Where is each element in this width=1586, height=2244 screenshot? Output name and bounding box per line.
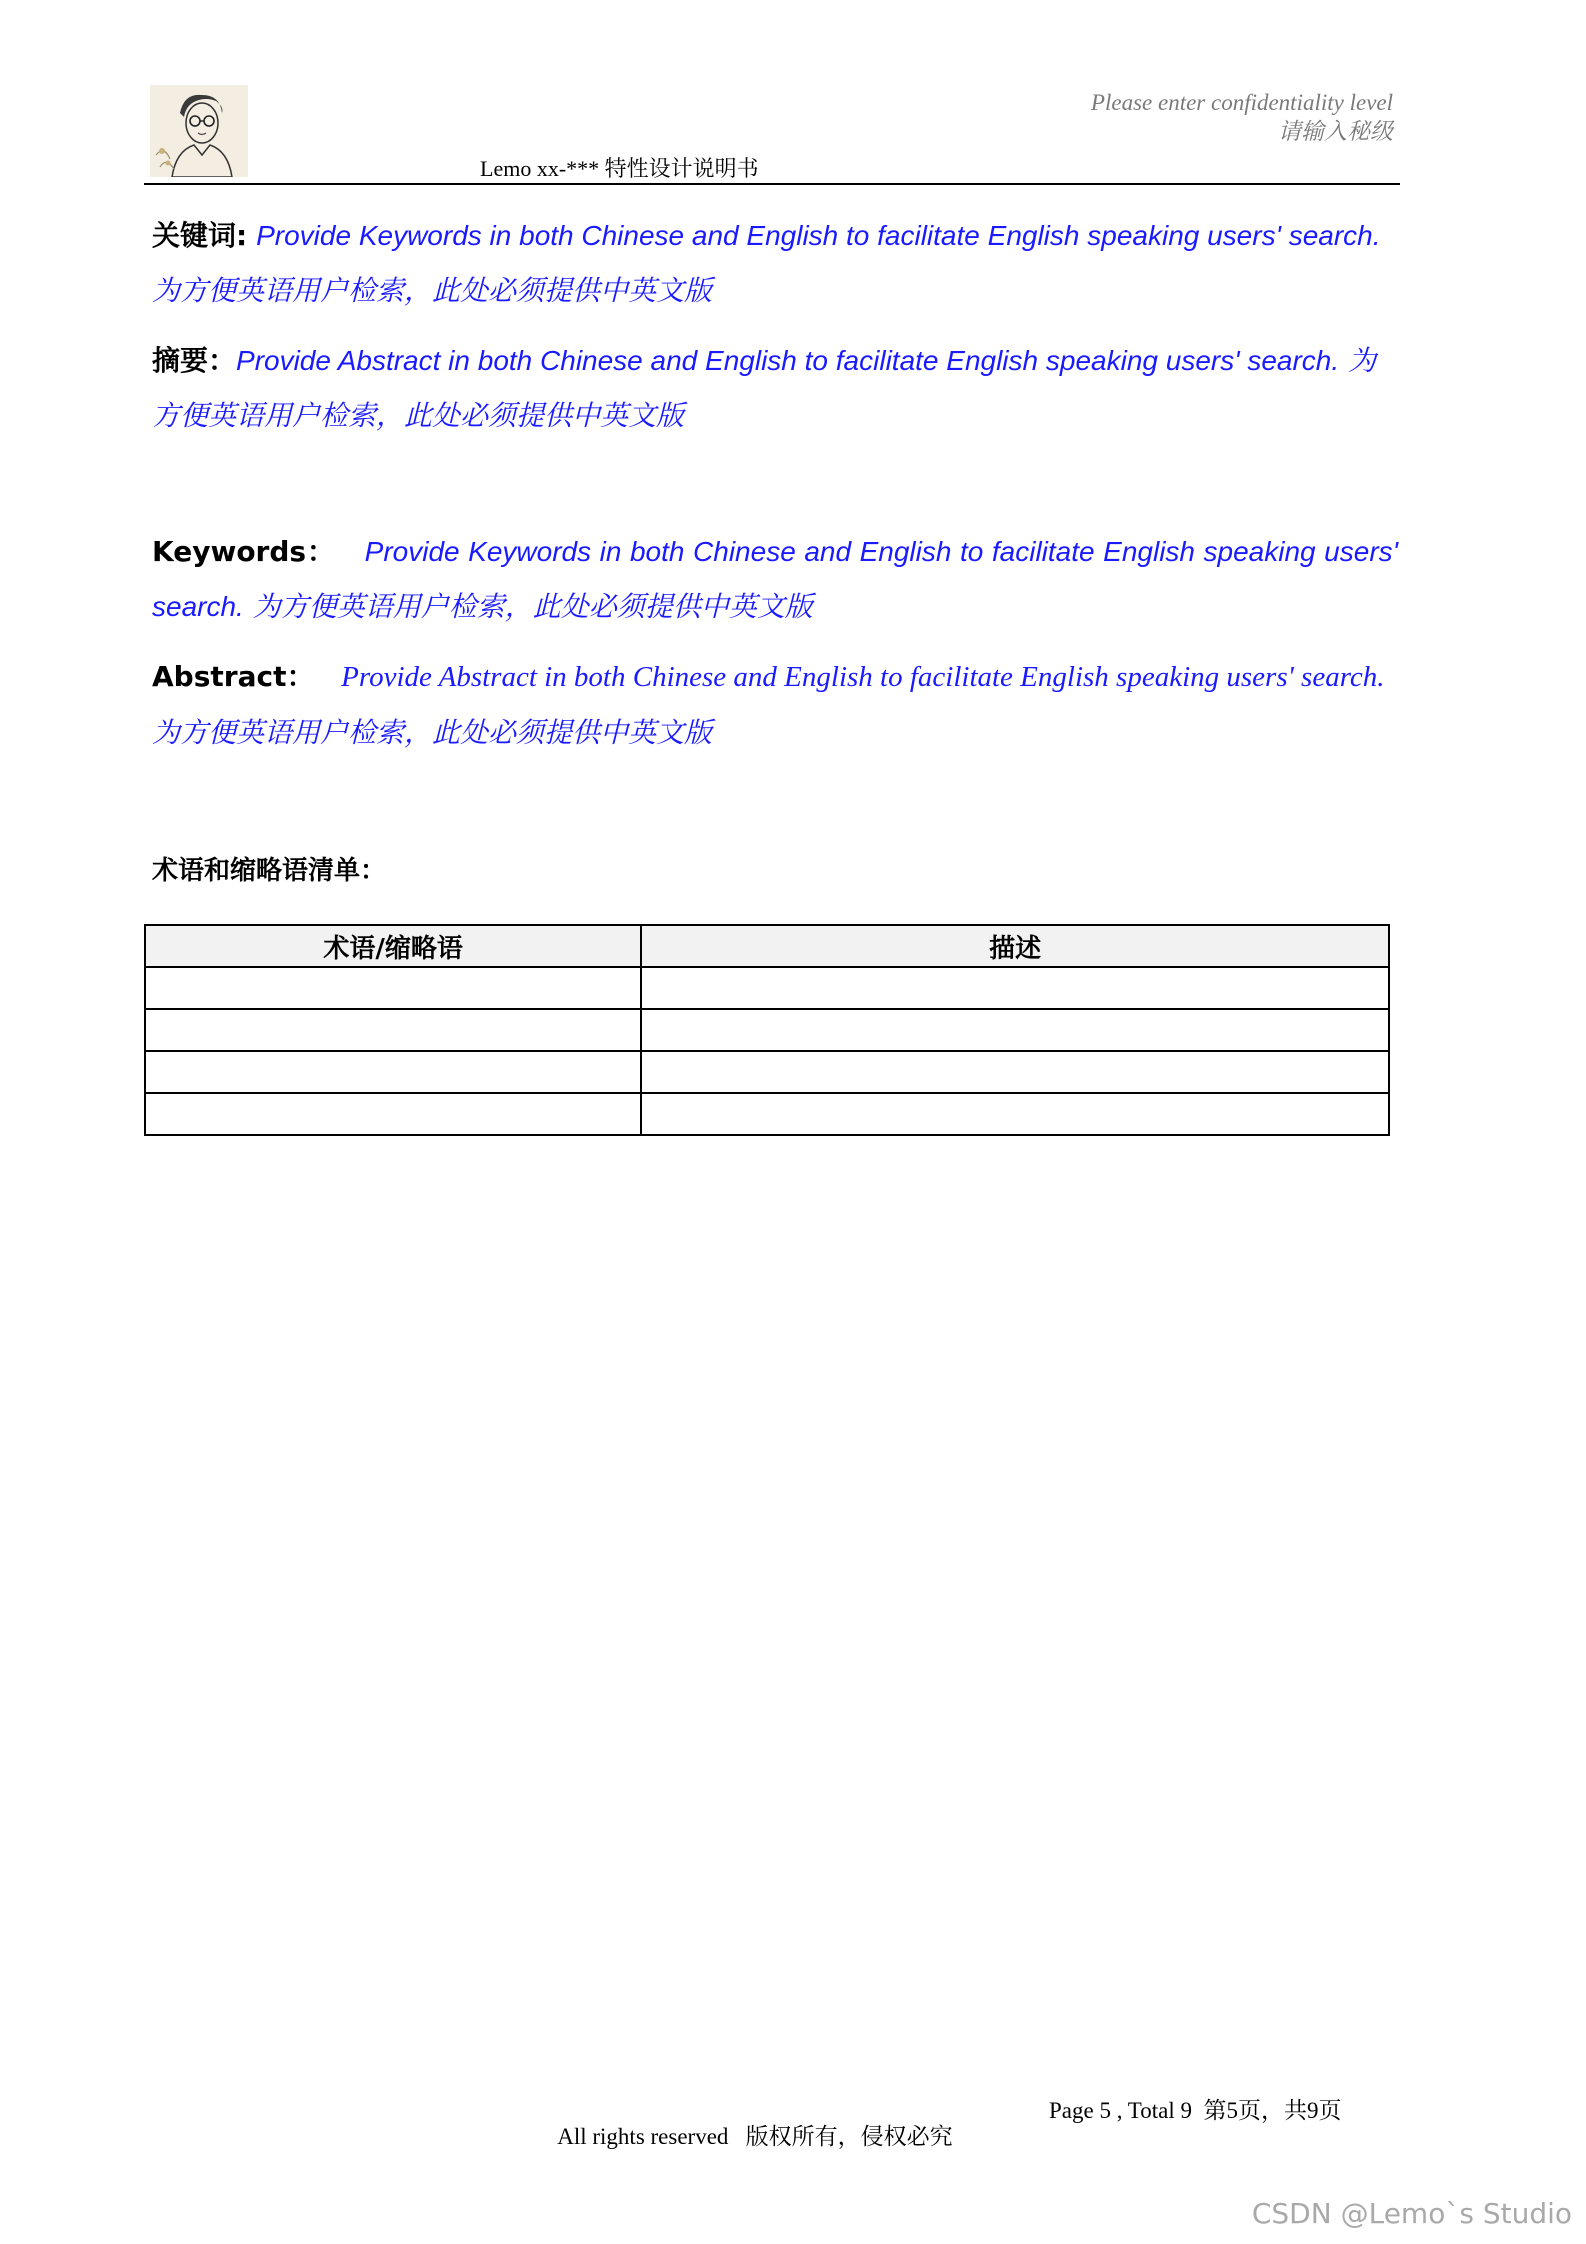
description-cell[interactable] — [641, 1093, 1389, 1135]
en-abstract-paragraph — [152, 649, 1398, 760]
term-cell[interactable] — [145, 1009, 641, 1051]
terms-header-description: 描述 — [641, 925, 1389, 967]
description-cell[interactable] — [641, 1051, 1389, 1093]
table-row — [145, 1093, 1389, 1135]
term-cell[interactable] — [145, 1093, 641, 1135]
cn-keywords-label: 关键词: — [152, 219, 248, 252]
header-divider — [144, 183, 1400, 185]
author-logo — [150, 85, 248, 177]
cn-abstract-paragraph — [152, 333, 1398, 443]
term-cell[interactable] — [145, 967, 641, 1009]
footer-page-number: Page 5 , Total 9 第5页，共9页 — [1049, 2098, 1342, 2123]
terms-section-title: 术语和缩略语清单： — [152, 856, 387, 886]
confidentiality-level-en: Please enter confidentiality level — [1090, 90, 1393, 115]
footer-rights: All rights reserved 版权所有，侵权必究 — [557, 2124, 953, 2149]
document-title: Lemo xx-*** 特性设计说明书 — [480, 156, 759, 181]
cn-keywords-text-cn: 为方便英语用户检索，此处必须提供中英文版 — [152, 274, 713, 307]
en-abstract-label: Abstract： — [152, 660, 315, 693]
cn-keywords-text-en: Provide Keywords in both Chinese and English to facilitate English speaking users' search. — [256, 220, 1381, 251]
en-keywords-paragraph — [152, 524, 1398, 634]
term-cell[interactable] — [145, 1051, 641, 1093]
table-row — [145, 967, 1389, 1009]
cn-abstract-label: 摘要： — [152, 344, 237, 377]
table-row — [145, 1009, 1389, 1051]
page-footer — [547, 2092, 1342, 2177]
en-abstract-text-en: Provide Abstract in both Chinese and English to facilitate English speaking users' search. — [341, 661, 1385, 693]
terms-table-header-row — [145, 925, 1389, 967]
description-cell[interactable] — [641, 1009, 1389, 1051]
description-cell[interactable] — [641, 967, 1389, 1009]
portrait-sketch-icon — [150, 85, 248, 177]
cn-keywords-paragraph — [152, 208, 1398, 318]
en-abstract-text-cn: 为方便英语用户检索，此处必须提供中英文版 — [152, 716, 713, 749]
en-keywords-text-cn: 为方便英语用户检索，此处必须提供中英文版 — [252, 590, 813, 623]
confidentiality-level — [1091, 88, 1393, 146]
terms-header-term: 术语/缩略语 — [145, 925, 641, 967]
terms-table — [144, 924, 1390, 1136]
en-keywords-label: Keywords： — [152, 535, 336, 568]
cn-abstract-text-cn: 为方便英语用户检索，此处必须提供中英文版 — [152, 344, 1377, 432]
table-row — [145, 1051, 1389, 1093]
confidentiality-level-cn: 请输入秘级 — [1278, 119, 1393, 144]
en-keywords-text-en: Provide Keywords in both Chinese and English to facilitate English speaking users' search. — [152, 536, 1398, 622]
watermark: CSDN @Lemo`s Studio — [1251, 2197, 1572, 2230]
cn-abstract-text-en: Provide Abstract in both Chinese and English to facilitate English speaking users' search. — [236, 345, 1340, 376]
